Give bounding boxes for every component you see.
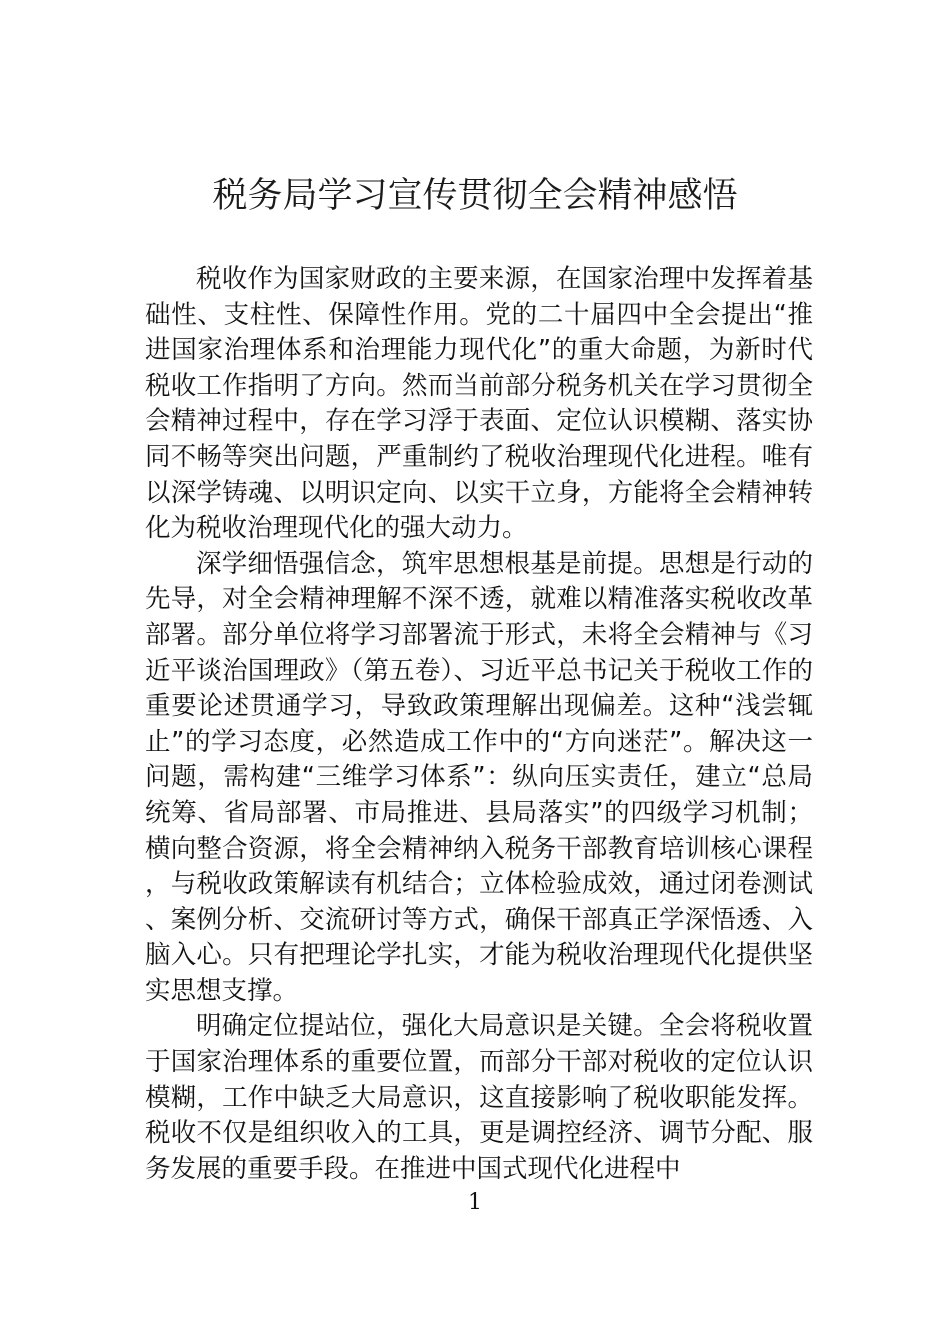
paragraph-3: 明确定位提站位，强化大局意识是关键。全会将税收置于国家治理体系的重要位置，而部分干部对税收的定位认识模糊，工作中缺乏大局意识，这直接影响了税收职能发挥。税收不仅是组织收入的工具，更是调控经济、调节分配、服务发展的重要手段。在推进中国式现代化进程中 bbox=[145, 1011, 813, 1184]
document-body bbox=[145, 262, 813, 1187]
paragraph-2: 深学细悟强信念，筑牢思想根基是前提。思想是行动的先导，对全会精神理解不深不透，就难以精准落实税收改革部署。部分单位将学习部署流于形式，未将全会精神与《习近平谈治国理政》（第五卷）、习近平总书记关于税收工作的重要论述贯通学习，导致政策理解出现偏差。这种“浅尝辄止”的学习态度，必然造成工作中的“方向迷茫”。解决这一问题，需构建“三维学习体系”：纵向压实责任，建立“总局统筹、省局部署、市局推进、县局落实”的四级学习机制；横向整合资源，将全会精神纳入税务干部教育培训核心课程，与税收政策解读有机结合；立体检验成效，通过闭卷测试、案例分析、交流研讨等方式，确保干部真正学深悟透、入脑入心。只有把理论学扎实，才能为税收治理现代化提供坚实思想支撑。 bbox=[145, 548, 813, 1006]
document-title: 税务局学习宣传贯彻全会精神感悟 bbox=[212, 176, 738, 216]
page-number: 1 bbox=[468, 1190, 482, 1215]
paragraph-1: 税收作为国家财政的主要来源，在国家治理中发挥着基础性、支柱性、保障性作用。党的二十届四中全会提出“推进国家治理体系和治理能力现代化”的重大命题，为新时代税收工作指明了方向。然而当前部分税务机关在学习贯彻全会精神过程中，存在学习浮于表面、定位认识模糊、落实协同不畅等突出问题，严重制约了税收治理现代化进程。唯有以深学铸魂、以明识定向、以实干立身，方能将全会精神转化为税收治理现代化的强大动力。 bbox=[145, 264, 813, 544]
